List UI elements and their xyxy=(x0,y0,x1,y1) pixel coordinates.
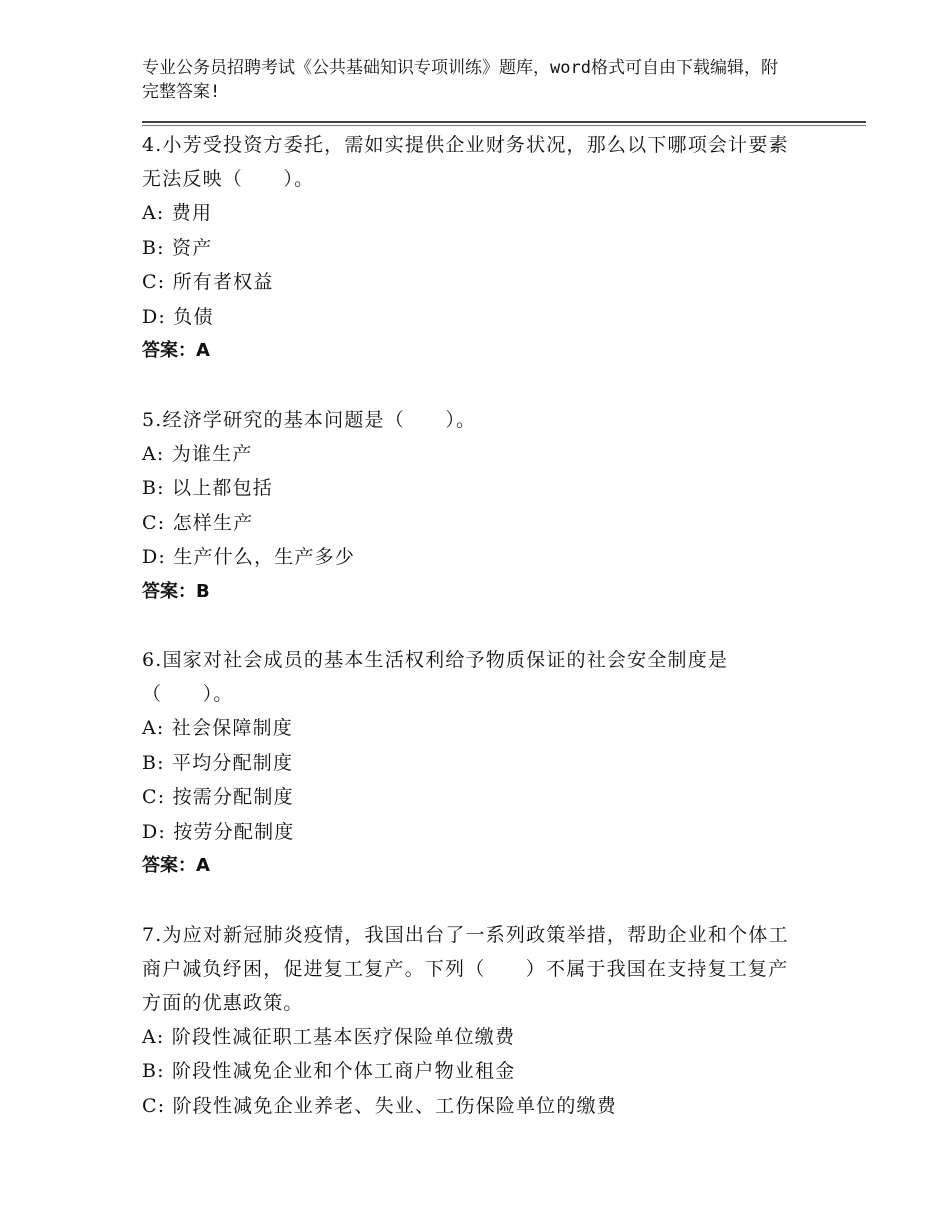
option-a: A: 阶段性减征职工基本医疗保险单位缴费 xyxy=(142,1025,516,1048)
spacer xyxy=(142,884,802,918)
question-list xyxy=(142,128,802,1123)
option-a: A: 为谁生产 xyxy=(142,442,253,465)
question-6 xyxy=(142,643,802,884)
question-stem: 4.小芳受投资方委托，需如实提供企业财务状况，那么以下哪项会计要素无法反映（ ）。 xyxy=(142,134,789,190)
option-b: B: 资产 xyxy=(142,236,213,259)
option-b: B: 阶段性减免企业和个体工商户物业租金 xyxy=(142,1060,516,1082)
option-b: B: 平均分配制度 xyxy=(142,751,294,774)
option-a: A: 社会保障制度 xyxy=(142,717,293,739)
option-c: C: 阶段性减免企业养老、失业、工伤保险单位的缴费 xyxy=(142,1094,617,1117)
question-stem: 7.为应对新冠肺炎疫情，我国出台了一系列政策举措，帮助企业和个体工商户减负纾困，促进复工复产。下列（ ）不属于我国在支持复工复产方面的优惠政策。 xyxy=(142,923,789,1014)
question-7 xyxy=(142,918,802,1124)
header-rule-thick xyxy=(142,121,866,123)
header-rule-thin xyxy=(142,125,866,126)
question-5 xyxy=(142,403,802,610)
option-d: D: 按劳分配制度 xyxy=(142,820,295,843)
answer: 答案：B xyxy=(142,580,210,602)
option-b: B: 以上都包括 xyxy=(142,477,274,499)
option-d: D: 负债 xyxy=(142,305,214,328)
spacer xyxy=(142,369,802,403)
option-c: C: 按需分配制度 xyxy=(142,786,294,808)
question-4 xyxy=(142,128,802,369)
option-d: D: 生产什么，生产多少 xyxy=(142,546,356,568)
question-stem: 5.经济学研究的基本问题是（ ）。 xyxy=(142,408,477,431)
option-a: A: 费用 xyxy=(142,202,213,224)
answer: 答案：A xyxy=(142,340,210,361)
option-c: C: 怎样生产 xyxy=(142,511,254,534)
option-c: C: 所有者权益 xyxy=(142,271,274,293)
spacer xyxy=(142,609,802,643)
header-text: 专业公务员招聘考试《公共基础知识专项训练》题库，word格式可自由下载编辑，附完整答案! xyxy=(142,58,778,102)
question-stem: 6.国家对社会成员的基本生活权利给予物质保证的社会安全制度是（ ）。 xyxy=(142,649,729,705)
answer: 答案：A xyxy=(142,855,210,876)
